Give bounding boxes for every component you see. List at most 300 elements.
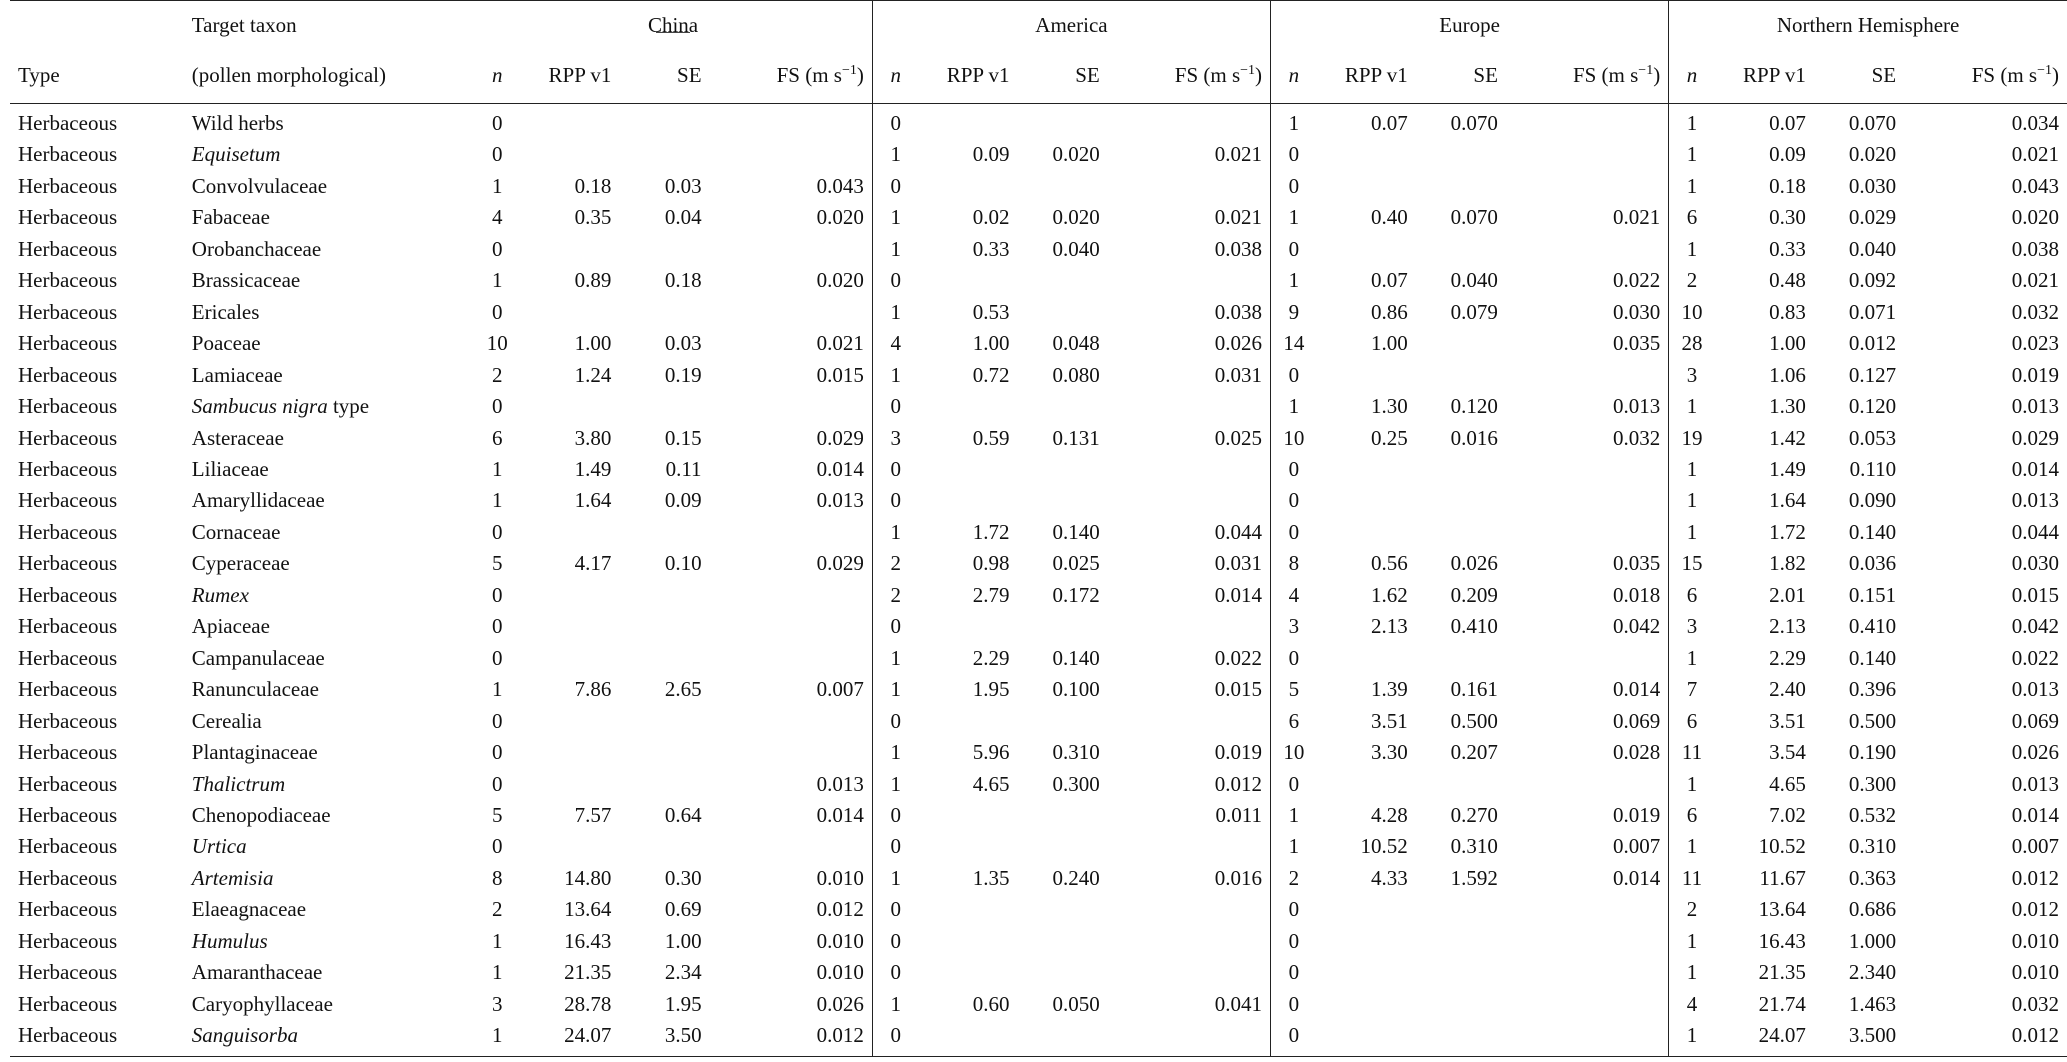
cell-c-n: 1 [492,268,503,293]
cell-a-n: 0 [890,802,901,827]
cell-e-n: 14 [1283,331,1305,356]
table-row [10,360,2067,391]
cell-type: Herbaceous [18,425,118,450]
cell-c-se [619,706,709,737]
cell-a-rpp [919,926,1018,957]
cell-taxon [184,548,474,579]
cell-nh-rpp: 10.52 [1758,834,1806,859]
cell-nh-n: 1 [1686,111,1698,135]
cell-nh-fs: 0.013 [2011,677,2059,702]
cell-c-n: 1 [492,173,503,198]
cell-nh-rpp: 0.07 [1769,111,1806,135]
cell-nh-fs: 0.020 [2011,205,2059,230]
cell-e-se [1416,139,1506,170]
cell-type: Herbaceous [18,865,118,890]
cell-nh-rpp: 21.35 [1758,960,1806,985]
table-row [10,265,2067,296]
cell-e-se [1416,926,1506,957]
cell-nh-n: 1 [1686,456,1698,481]
cell-nh-se: 0.300 [1848,771,1897,796]
cell-c-se: 0.64 [664,802,702,827]
cell-a-n: 1 [890,865,901,890]
cell-nh-rpp: 4.65 [1769,771,1806,796]
cell-c-n: 0 [492,771,503,796]
cell-e-se: 0.500 [1450,708,1498,733]
table-row [10,454,2067,485]
taxon-name: Asteraceae [191,425,284,450]
header-col-n: n [474,47,520,104]
cell-nh-n: 1 [1686,488,1698,513]
taxon-name: Campanulaceae [191,645,325,670]
cell-e-n: 0 [1288,928,1300,953]
cell-e-rpp [1317,926,1416,957]
cell-e-rpp [1317,989,1416,1020]
cell-e-n: 0 [1288,991,1300,1016]
cell-taxon [184,737,474,768]
cell-e-fs: 0.014 [1506,863,1669,894]
cell-nh-n: 11 [1681,740,1703,765]
cell-e-fs: 0.069 [1506,706,1669,737]
taxon-name: Ericales [191,299,260,324]
cell-nh-rpp: 1.42 [1769,425,1806,450]
table-row [10,297,2067,328]
table-row [10,643,2067,674]
cell-e-fs [1506,454,1669,485]
cell-c-fs [710,580,873,611]
cell-nh-rpp: 0.30 [1769,205,1806,230]
cell-a-fs [1108,957,1271,988]
cell-a-se: 0.100 [1052,677,1100,702]
cell-e-se: 0.270 [1450,802,1498,827]
cell-c-fs: 0.026 [710,989,873,1020]
table-row [10,1020,2067,1056]
cell-type: Herbaceous [18,456,118,481]
cell-e-n: 5 [1288,677,1300,702]
table-body [10,104,2067,1057]
cell-a-rpp: 0.02 [972,205,1010,230]
cell-e-se: 0.310 [1450,834,1498,859]
table-row [10,863,2067,894]
fs-unit-prefix: FS (m s [776,63,842,87]
cell-c-se: 1.95 [664,991,702,1016]
cell-c-n: 10 [486,331,508,356]
cell-a-se [1018,1020,1108,1056]
cell-nh-n: 6 [1686,802,1698,827]
cell-a-rpp [919,831,1018,862]
cell-e-fs [1506,989,1669,1020]
cell-nh-se: 2.340 [1848,960,1897,985]
header-col-n: n [872,47,918,104]
cell-nh-se: 0.151 [1848,582,1897,607]
table-row [10,989,2067,1020]
cell-type: Herbaceous [18,519,118,544]
cell-nh-fs: 0.034 [2011,111,2059,135]
cell-c-n: 1 [492,677,503,702]
cell-nh-se: 0.090 [1848,488,1897,513]
cell-e-rpp [1317,234,1416,265]
cell-nh-rpp: 2.01 [1769,582,1806,607]
cell-e-rpp [1317,643,1416,674]
cell-c-rpp [520,234,619,265]
cell-e-fs: 0.018 [1506,580,1669,611]
cell-a-n: 1 [890,519,901,544]
cell-a-fs: 0.026 [1108,328,1271,359]
cell-a-fs [1108,926,1271,957]
cell-nh-se: 0.532 [1848,802,1897,827]
table-row [10,706,2067,737]
cell-a-fs: 0.021 [1108,202,1271,233]
cell-taxon [184,957,474,988]
cell-nh-rpp: 1.82 [1769,551,1806,576]
cell-c-fs [710,139,873,170]
cell-a-fs: 0.011 [1108,800,1271,831]
cell-a-fs: 0.015 [1108,674,1271,705]
cell-e-rpp: 4.28 [1370,802,1408,827]
cell-taxon [184,894,474,925]
cell-type: Herbaceous [18,205,118,230]
taxon-name: Brassicaceae [191,268,301,293]
cell-e-se: 0.120 [1450,394,1498,419]
taxon-name: Liliaceae [191,456,269,481]
cell-e-n: 0 [1288,362,1300,387]
cell-nh-fs: 0.029 [2011,425,2059,450]
cell-c-fs [710,643,873,674]
header-col-rpp: RPP v1 [919,47,1018,104]
cell-nh-se: 0.686 [1848,897,1897,922]
cell-e-n: 6 [1288,708,1300,733]
cell-c-n: 0 [492,236,503,261]
header-column-row [10,47,2067,104]
cell-c-n: 0 [492,645,503,670]
header-col-fs [710,47,873,104]
cell-a-se [1018,171,1108,202]
cell-e-rpp: 3.30 [1370,740,1408,765]
cell-c-rpp [520,611,619,642]
cell-e-fs [1506,1020,1669,1056]
cell-type: Herbaceous [18,740,118,765]
cell-c-rpp: 16.43 [564,928,612,953]
cell-nh-rpp: 0.83 [1769,299,1806,324]
cell-nh-fs: 0.021 [2011,142,2059,167]
cell-c-fs [710,737,873,768]
cell-e-fs [1506,234,1669,265]
cell-a-rpp [919,1020,1018,1056]
cell-type: Herbaceous [18,362,118,387]
cell-e-fs [1506,894,1669,925]
header-col-se: SE [1814,47,1904,104]
cell-c-rpp [520,737,619,768]
cell-c-n: 5 [492,551,503,576]
cell-a-rpp [919,171,1018,202]
cell-nh-n: 19 [1681,425,1703,450]
cell-nh-rpp: 3.54 [1769,740,1806,765]
taxon-name: Apiaceae [191,614,270,639]
cell-a-se [1018,611,1108,642]
fs-unit-suffix: ) [856,63,864,87]
taxon-name: Artemisia [191,865,274,890]
cell-a-n: 1 [890,645,901,670]
cell-c-se: 0.10 [664,551,702,576]
header-col-se: SE [1416,47,1506,104]
cell-e-n: 0 [1288,645,1300,670]
cell-a-n: 2 [890,551,901,576]
cell-nh-rpp: 2.40 [1769,677,1806,702]
cell-c-fs [710,104,873,140]
cell-c-rpp: 24.07 [520,1020,619,1056]
cell-nh-fs: 0.013 [2011,488,2059,513]
cell-e-rpp [1317,454,1416,485]
cell-c-n: 0 [492,740,503,765]
cell-e-rpp: 1.30 [1370,394,1408,419]
cell-a-rpp [919,265,1018,296]
header-col-se: SE [1018,47,1108,104]
cell-c-se [619,643,709,674]
cell-nh-n: 15 [1681,551,1703,576]
cell-nh-fs: 0.012 [1904,1020,2067,1056]
cell-taxon [184,297,474,328]
cell-nh-se: 0.036 [1848,551,1897,576]
cell-c-rpp [520,297,619,328]
cell-nh-se: 0.029 [1848,205,1897,230]
cell-taxon [184,1020,474,1056]
table-row [10,391,2067,422]
fs-unit-exponent: −1 [841,63,857,78]
rpp-table [10,0,2067,1057]
cell-a-se [1018,485,1108,516]
cell-c-rpp: 1.24 [574,362,612,387]
cell-a-se: 0.310 [1052,740,1100,765]
cell-taxon [184,485,474,516]
cell-e-rpp: 0.56 [1370,551,1408,576]
cell-c-rpp [520,643,619,674]
cell-c-rpp: 3.80 [574,425,612,450]
table-row [10,104,2067,140]
cell-a-fs [1108,1020,1271,1056]
cell-nh-n: 1 [1686,519,1698,544]
table-row [10,202,2067,233]
cell-c-se: 2.34 [664,960,702,985]
cell-c-fs: 0.010 [710,863,873,894]
cell-a-n: 1 [890,142,901,167]
cell-a-rpp: 1.35 [972,865,1010,890]
cell-taxon [184,454,474,485]
cell-e-n: 0 [1288,173,1300,198]
cell-e-se [1416,485,1506,516]
header-region-europe [1271,1,1669,48]
cell-e-se [1416,234,1506,265]
cell-a-n: 2 [890,582,901,607]
cell-a-fs: 0.025 [1108,423,1271,454]
cell-c-rpp [520,706,619,737]
cell-nh-fs: 0.023 [2011,331,2059,356]
cell-taxon [184,265,474,296]
region-label: China [647,13,699,37]
cell-a-rpp [919,104,1018,140]
taxon-name: Elaeagnaceae [191,897,307,922]
cell-a-fs: 0.038 [1108,297,1271,328]
cell-nh-se: 0.363 [1848,865,1897,890]
cell-nh-se: 0.092 [1848,268,1897,293]
cell-e-fs: 0.007 [1506,831,1669,862]
cell-taxon [184,517,474,548]
cell-c-n: 3 [492,991,503,1016]
cell-nh-se: 0.053 [1848,425,1897,450]
cell-c-rpp: 14.80 [564,865,612,890]
cell-a-fs [1108,391,1271,422]
cell-a-se: 0.300 [1052,771,1100,796]
cell-a-se: 0.172 [1052,582,1100,607]
cell-a-se [1018,454,1108,485]
cell-c-se [619,104,709,140]
cell-nh-fs: 0.010 [2011,928,2059,953]
cell-type: Herbaceous [18,928,118,953]
cell-nh-n: 1 [1686,771,1698,796]
cell-a-rpp: 2.29 [972,645,1010,670]
cell-e-se [1416,769,1506,800]
cell-e-rpp: 1.62 [1370,582,1408,607]
cell-e-se [1416,328,1506,359]
cell-nh-n: 2 [1686,897,1698,922]
cell-c-n: 1 [492,928,503,953]
cell-e-rpp: 4.33 [1370,865,1408,890]
cell-c-se: 0.69 [664,897,702,922]
cell-c-se [619,769,709,800]
cell-type: Herbaceous [18,834,118,859]
cell-nh-se: 0.071 [1848,299,1897,324]
header-taxon-top: Target taxon [184,1,474,48]
cell-c-rpp: 4.17 [574,551,612,576]
cell-nh-fs: 0.021 [2011,268,2059,293]
cell-a-n: 0 [890,960,901,985]
cell-e-rpp [1317,485,1416,516]
cell-c-se: 2.65 [664,677,702,702]
taxon-name: Chenopodiaceae [191,802,331,827]
header-col-fs [1506,47,1669,104]
cell-e-fs: 0.019 [1506,800,1669,831]
cell-c-rpp: 1.49 [574,456,612,481]
cell-a-fs: 0.031 [1108,360,1271,391]
cell-c-se: 0.19 [664,362,702,387]
table-container [10,0,2067,1057]
cell-c-se [619,831,709,862]
cell-type: Herbaceous [18,582,118,607]
cell-nh-n: 10 [1681,299,1703,324]
cell-e-rpp [1317,517,1416,548]
cell-taxon [184,643,474,674]
cell-nh-fs: 0.013 [2011,771,2059,796]
cell-nh-fs: 0.026 [2011,740,2059,765]
cell-taxon [184,234,474,265]
cell-c-fs: 0.020 [710,202,873,233]
cell-e-rpp: 3.51 [1370,708,1408,733]
cell-c-fs: 0.013 [710,769,873,800]
cell-c-rpp: 21.35 [564,960,612,985]
cell-nh-n: 6 [1686,708,1698,733]
cell-e-n: 0 [1288,456,1300,481]
cell-a-n: 0 [890,834,901,859]
cell-a-se [1018,391,1108,422]
cell-c-n: 6 [492,425,503,450]
cell-nh-rpp: 1.72 [1769,519,1806,544]
cell-c-fs [710,831,873,862]
cell-a-fs: 0.022 [1108,643,1271,674]
cell-type: Herbaceous [18,802,118,827]
cell-c-fs: 0.007 [710,674,873,705]
cell-c-se: 0.15 [664,425,702,450]
cell-c-se: 3.50 [619,1020,709,1056]
cell-e-fs: 0.021 [1506,202,1669,233]
cell-nh-se: 3.500 [1814,1020,1904,1056]
cell-c-rpp [520,580,619,611]
cell-e-se [1416,989,1506,1020]
cell-type: Herbaceous [18,236,118,261]
header-col-n: n [1271,47,1317,104]
cell-c-se: 0.18 [664,268,702,293]
cell-a-rpp [919,391,1018,422]
cell-e-n: 0 [1288,960,1300,985]
cell-e-n: 1 [1288,394,1300,419]
taxon-name: Cyperaceae [191,551,290,576]
cell-a-se [1018,104,1108,140]
cell-e-se: 0.410 [1450,614,1498,639]
cell-taxon [184,328,474,359]
table-row [10,234,2067,265]
cell-a-se: 0.140 [1052,519,1100,544]
fs-unit-exponent: −1 [1240,63,1256,78]
cell-a-rpp: 0.59 [972,425,1010,450]
header-col-fs [1904,47,2067,104]
cell-c-rpp: 1.00 [574,331,612,356]
header-col-se: SE [619,47,709,104]
cell-a-n: 1 [890,205,901,230]
cell-a-rpp: 0.33 [972,236,1010,261]
cell-e-rpp [1317,1020,1416,1056]
cell-a-se: 0.025 [1052,551,1100,576]
cell-a-n: 1 [890,991,901,1016]
cell-e-n: 1 [1288,802,1300,827]
cell-nh-n: 1 [1686,142,1698,167]
cell-nh-fs: 0.042 [2011,614,2059,639]
cell-c-n: 0 [492,394,503,419]
header-col-n: n [1669,47,1715,104]
cell-taxon [184,674,474,705]
cell-taxon [184,202,474,233]
cell-nh-rpp: 2.13 [1769,614,1806,639]
cell-a-n: 0 [890,394,901,419]
cell-e-fs: 0.032 [1506,423,1669,454]
cell-e-fs: 0.042 [1506,611,1669,642]
cell-e-fs [1506,517,1669,548]
cell-e-se [1416,957,1506,988]
cell-type: Herbaceous [18,488,118,513]
cell-nh-fs: 0.019 [2011,362,2059,387]
cell-e-n: 0 [1288,519,1300,544]
cell-nh-rpp: 1.00 [1769,331,1806,356]
taxon-name: Rumex [191,582,249,607]
cell-a-n: 1 [890,740,901,765]
cell-c-se: 0.04 [664,205,702,230]
cell-taxon [184,611,474,642]
cell-c-se [619,391,709,422]
cell-c-n: 2 [492,362,503,387]
table-row [10,548,2067,579]
cell-a-rpp [919,957,1018,988]
cell-a-fs [1108,706,1271,737]
cell-c-rpp: 7.86 [574,677,612,702]
cell-a-n: 0 [890,488,901,513]
cell-c-fs: 0.010 [710,926,873,957]
cell-e-se: 1.592 [1450,865,1498,890]
